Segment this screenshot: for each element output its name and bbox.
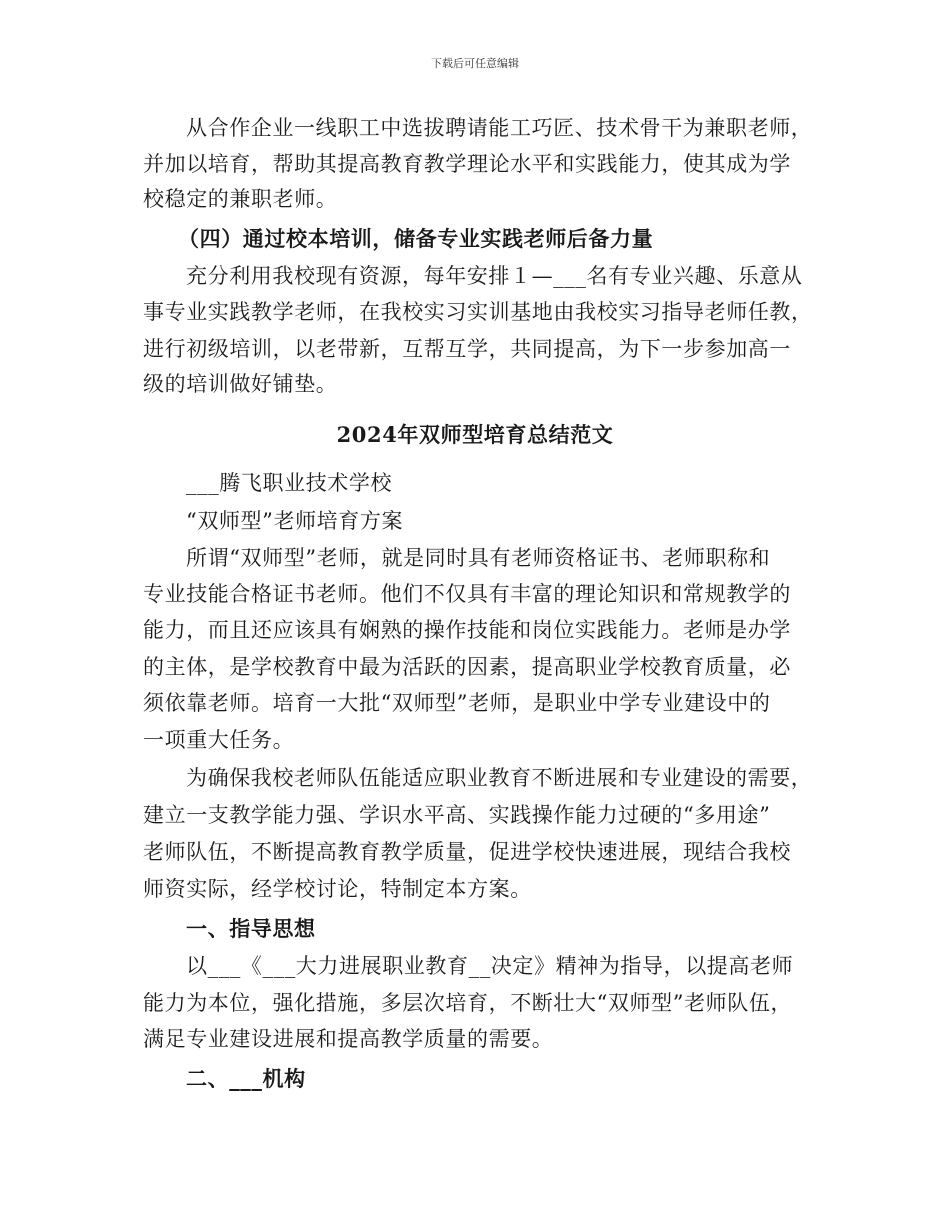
paragraph-line: 充分利用我校现有资源，每年安排１—___名有专业兴趣、乐意从 xyxy=(186,264,803,288)
paragraph-line: 校稳定的兼职老师。 xyxy=(143,187,338,211)
paragraph-line: 能力为本位，强化措施，多层次培育，不断壮大“双师型”老师队伍， xyxy=(143,991,793,1015)
paragraph-line: 并加以培育，帮助其提高教育教学理论水平和实践能力，使其成为学 xyxy=(143,152,791,176)
section-heading: 二、___机构 xyxy=(186,1066,306,1091)
paragraph-line: 以___《___大力进展职业教育__决定》精神为指导，以提高老师 xyxy=(186,954,794,978)
document-title: 2024年双师型培育总结范文 xyxy=(336,422,614,447)
paragraph-line: 老师队伍，不断提高教育教学质量，促进学校快速进展，现结合我校 xyxy=(143,840,791,864)
section-heading: 一、指导思想 xyxy=(186,916,316,941)
school-name: ___腾飞职业技术学校 xyxy=(186,471,393,495)
paragraph-line: 进行初级培训，以老带新，互帮互学，共同提高，为下一步参加高一 xyxy=(143,337,791,361)
paragraph-line: 从合作企业一线职工中选拔聘请能工巧匠、技术骨干为兼职老师， xyxy=(186,116,813,140)
paragraph-line: 级的培训做好铺垫。 xyxy=(143,372,338,396)
paragraph-line: 所谓“双师型”老师，就是同时具有老师资格证书、老师职称和 xyxy=(186,546,771,570)
paragraph-line: 须依靠老师。培育一大批“双师型”老师，是职业中学专业建设中的 xyxy=(143,691,771,715)
paragraph-line: 一项重大任务。 xyxy=(143,728,295,752)
page-header: 下载后可任意编辑 xyxy=(431,57,519,70)
section-heading: （四）通过校本培训，储备专业实践老师后备力量 xyxy=(178,226,654,251)
paragraph-line: 的主体，是学校教育中最为活跃的因素，提高职业学校教育质量，必 xyxy=(143,655,791,679)
paragraph-line: 事专业实践教学老师，在我校实习实训基地由我校实习指导老师任教， xyxy=(143,300,813,324)
paragraph-line: 满足专业建设进展和提高教学质量的需要。 xyxy=(143,1027,554,1051)
paragraph-line: 建立一支教学能力强、学识水平高、实践操作能力过硬的“多用途” xyxy=(143,803,771,827)
plan-title: “双师型”老师培育方案 xyxy=(186,509,404,533)
paragraph-line: 为确保我校老师队伍能适应职业教育不断进展和专业建设的需要， xyxy=(186,766,813,790)
paragraph-line: 专业技能合格证书老师。他们不仅具有丰富的理论知识和常规教学的 xyxy=(143,582,791,606)
paragraph-line: 能力，而且还应该具有娴熟的操作技能和岗位实践能力。老师是办学 xyxy=(143,618,791,642)
paragraph-line: 师资实际，经学校讨论，特制定本方案。 xyxy=(143,877,532,901)
